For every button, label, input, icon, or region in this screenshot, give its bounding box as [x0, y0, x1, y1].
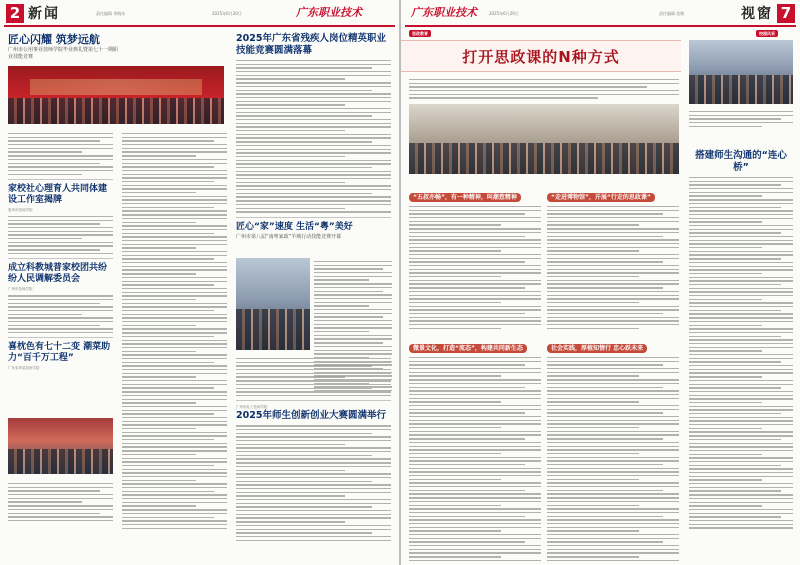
article-title: 成立科教城普家校团共纷纷人民调解委员会	[8, 263, 108, 285]
feature-section-4	[547, 335, 679, 564]
article-body-text	[8, 483, 113, 521]
divider	[8, 179, 113, 180]
article-body-text	[236, 425, 391, 541]
date-line: 2025年6月20日	[489, 11, 519, 16]
section-heading: 微景文化，打造“流态”，构建共同新生态	[409, 344, 527, 353]
lead-article-subtitle: 广州市公用事业技师学院毕业典礼暨第七十一期职业技能竞赛	[8, 47, 119, 60]
article-title: 家校社心理育人共同体建设工作室揭牌	[8, 183, 108, 205]
page-number: 2	[6, 4, 24, 23]
feature-section-2	[547, 184, 679, 331]
feature-photo	[409, 104, 679, 174]
article-subtitle: 广州市第八届“南粤家政”羊城行动技能竞赛开幕	[236, 233, 342, 240]
date-line: 2025年6月20日	[212, 11, 242, 16]
sidebar-article	[689, 150, 793, 531]
article-source: 广州市轻工技师学院	[236, 405, 268, 410]
left-masthead	[0, 2, 399, 26]
masthead-rule	[405, 25, 796, 27]
section-heading: “走进博物馆”，开展“行走的思政课”	[547, 193, 655, 202]
feature-section-1	[409, 184, 541, 331]
left-column-1	[8, 33, 120, 61]
section-body-text	[547, 206, 679, 329]
lead-photo	[8, 66, 224, 124]
photo-crowd	[236, 309, 310, 350]
section-title: 新闻	[28, 6, 60, 22]
competition-photo	[236, 258, 310, 350]
left-column-2	[122, 130, 227, 531]
section-heading: “五叔亦畅”，有一种精神，叫潮惹精神	[409, 193, 521, 202]
masthead-brand: 广东职业技术	[296, 6, 362, 19]
caption-text	[689, 111, 793, 127]
section-chip: 校园风采	[756, 30, 778, 37]
left-column-1-body	[8, 130, 113, 371]
article-body-text	[8, 295, 113, 333]
sidebar-caption	[689, 108, 793, 129]
divider	[236, 400, 391, 401]
divider	[8, 258, 113, 259]
intro-text	[409, 79, 679, 99]
article-body-text	[122, 133, 227, 529]
article-title: 匠心“家”速度 生活“粤”美好	[236, 221, 353, 232]
section-body-text	[409, 357, 541, 561]
section-body-text	[409, 206, 541, 329]
sidebar-title: 搭建师生沟通的“连心桥”	[695, 150, 787, 173]
editor-line: 责任编辑 李晓东	[96, 11, 126, 16]
article-title: 2025年师生创新创业大赛圆满举行	[236, 410, 386, 422]
article-body-text	[236, 60, 391, 213]
section-body-text	[547, 357, 679, 561]
sidebar-body-text	[689, 177, 793, 529]
article-source: 惠州市技师学院	[8, 207, 33, 212]
left-page	[0, 0, 399, 565]
article-source: 广州市技师学院	[8, 287, 33, 292]
article-source: 广东省粤菜技师学院	[8, 366, 40, 371]
masthead-rule	[4, 25, 395, 27]
photo-crowd	[8, 449, 113, 474]
left-column-3-lower	[236, 355, 391, 543]
photo-crowd	[409, 143, 679, 175]
masthead-brand: 广东职业技术	[411, 6, 477, 19]
feature-section-3	[409, 335, 541, 564]
sidebar-photo	[689, 40, 793, 104]
feature-intro	[409, 76, 679, 101]
editor-line: 责任编辑 张敏	[659, 11, 685, 16]
article-body-text	[236, 358, 391, 396]
section-title: 视窗	[741, 6, 773, 22]
article-title: 喜枕色有七十二变 潮菜助力“百千万工程”	[8, 342, 111, 364]
divider	[8, 337, 113, 338]
photo-crowd	[8, 98, 224, 124]
photo-crowd	[689, 75, 793, 104]
right-masthead	[401, 2, 800, 26]
left-column-1-footer	[8, 480, 113, 524]
article-body-text	[8, 216, 113, 254]
divider	[236, 217, 391, 218]
lead-body-text	[8, 133, 113, 175]
feature-banner	[401, 40, 681, 72]
page-number: 7	[777, 4, 795, 23]
chef-group-photo	[8, 418, 113, 474]
section-heading: 社会实践，厚植知情行 忠心跃未来	[547, 344, 647, 353]
right-page	[401, 0, 800, 565]
lead-article-title: 匠心闪耀 筑梦远航	[8, 33, 100, 46]
feature-title: 打开思政课的N种方式	[462, 48, 620, 66]
left-column-3	[236, 33, 391, 241]
article-title: 2025年广东省残疾人岗位精英职业技能竞赛圆满落幕	[236, 33, 386, 56]
section-chip: 思政教育	[409, 30, 431, 37]
